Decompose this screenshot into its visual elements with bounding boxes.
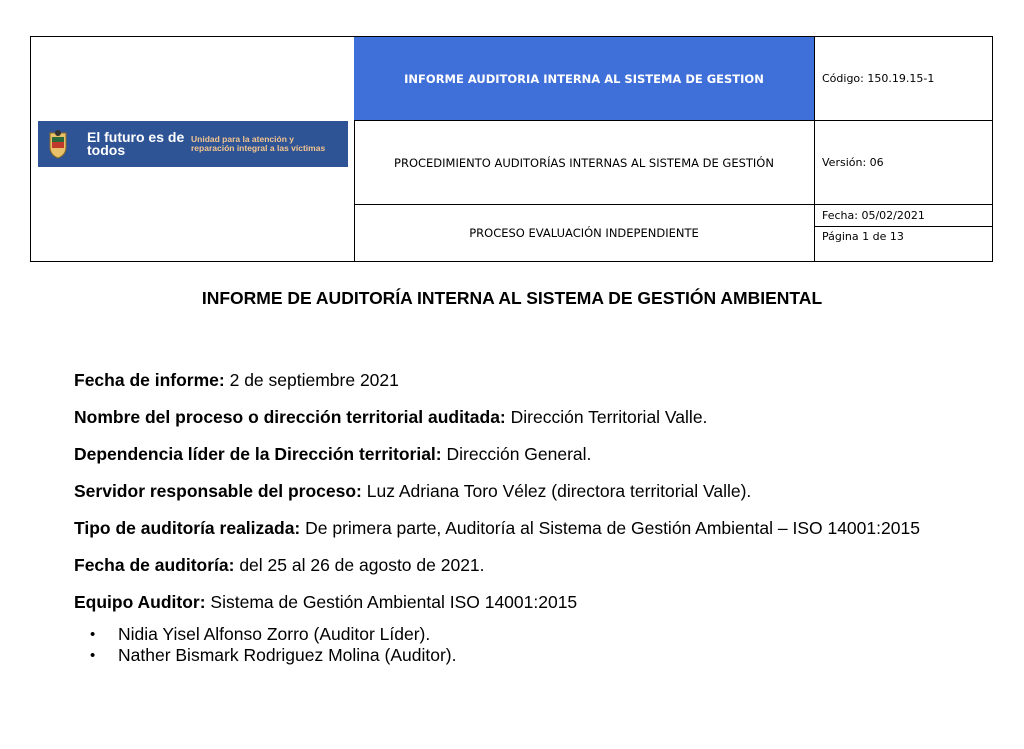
field-value: Sistema de Gestión Ambiental ISO 14001:2015 xyxy=(205,592,578,612)
field-value: Dirección Territorial Valle. xyxy=(505,407,708,427)
institution-logo xyxy=(38,121,348,167)
field-audited-process xyxy=(74,407,974,428)
version-cell: Versión: 06 xyxy=(815,121,992,205)
list-item: • Nidia Yisel Alfonso Zorro (Auditor Líder). xyxy=(118,624,974,645)
field-label: Nombre del proceso o dirección territorial auditada: xyxy=(74,407,506,427)
coat-of-arms-icon xyxy=(47,129,69,159)
field-label: Dependencia líder de la Dirección territorial: xyxy=(74,444,442,464)
field-value: De primera parte, Auditoría al Sistema de Gestión Ambiental – ISO 14001:2015 xyxy=(300,518,920,538)
field-audit-type xyxy=(74,518,974,539)
report-type-cell: INFORME AUDITORIA INTERNA AL SISTEMA DE GESTION xyxy=(354,37,815,121)
field-audit-date xyxy=(74,555,974,576)
field-label: Fecha de auditoría: xyxy=(74,555,235,575)
date-cell: Fecha: 05/02/2021 xyxy=(815,205,992,227)
field-label: Tipo de auditoría realizada: xyxy=(74,518,301,538)
page-number-cell: Página 1 de 13 xyxy=(822,230,904,243)
document-title: INFORME DE AUDITORÍA INTERNA AL SISTEMA DE GESTIÓN AMBIENTAL xyxy=(201,288,823,308)
field-responsible-officer xyxy=(74,481,974,502)
list-item: • Nather Bismark Rodriguez Molina (Auditor). xyxy=(118,645,974,666)
field-audit-team xyxy=(74,592,974,613)
field-label: Fecha de informe: xyxy=(74,370,225,390)
field-report-date xyxy=(74,370,974,391)
procedure-cell: PROCEDIMIENTO AUDITORÍAS INTERNAS AL SISTEMA DE GESTIÓN xyxy=(354,121,815,205)
logo-slogan: El futuro es de todos xyxy=(87,129,185,158)
field-lead-dependency xyxy=(74,444,974,465)
field-value: Dirección General. xyxy=(441,444,592,464)
field-value: Luz Adriana Toro Vélez (directora territorial Valle). xyxy=(361,481,752,501)
field-value: 2 de septiembre 2021 xyxy=(224,370,399,390)
document-header-table xyxy=(30,36,993,262)
report-fields xyxy=(74,370,974,666)
field-value: del 25 al 26 de agosto de 2021. xyxy=(234,555,485,575)
code-cell: Código: 150.19.15-1 xyxy=(815,37,992,121)
field-label: Equipo Auditor: xyxy=(74,592,206,612)
auditor-list xyxy=(74,624,974,666)
logo-entity-name: Unidad para la atención y reparación integral a las víctimas xyxy=(191,134,326,153)
field-label: Servidor responsable del proceso: xyxy=(74,481,362,501)
logo-cell xyxy=(31,37,355,261)
process-cell: PROCESO EVALUACIÓN INDEPENDIENTE xyxy=(354,205,815,261)
